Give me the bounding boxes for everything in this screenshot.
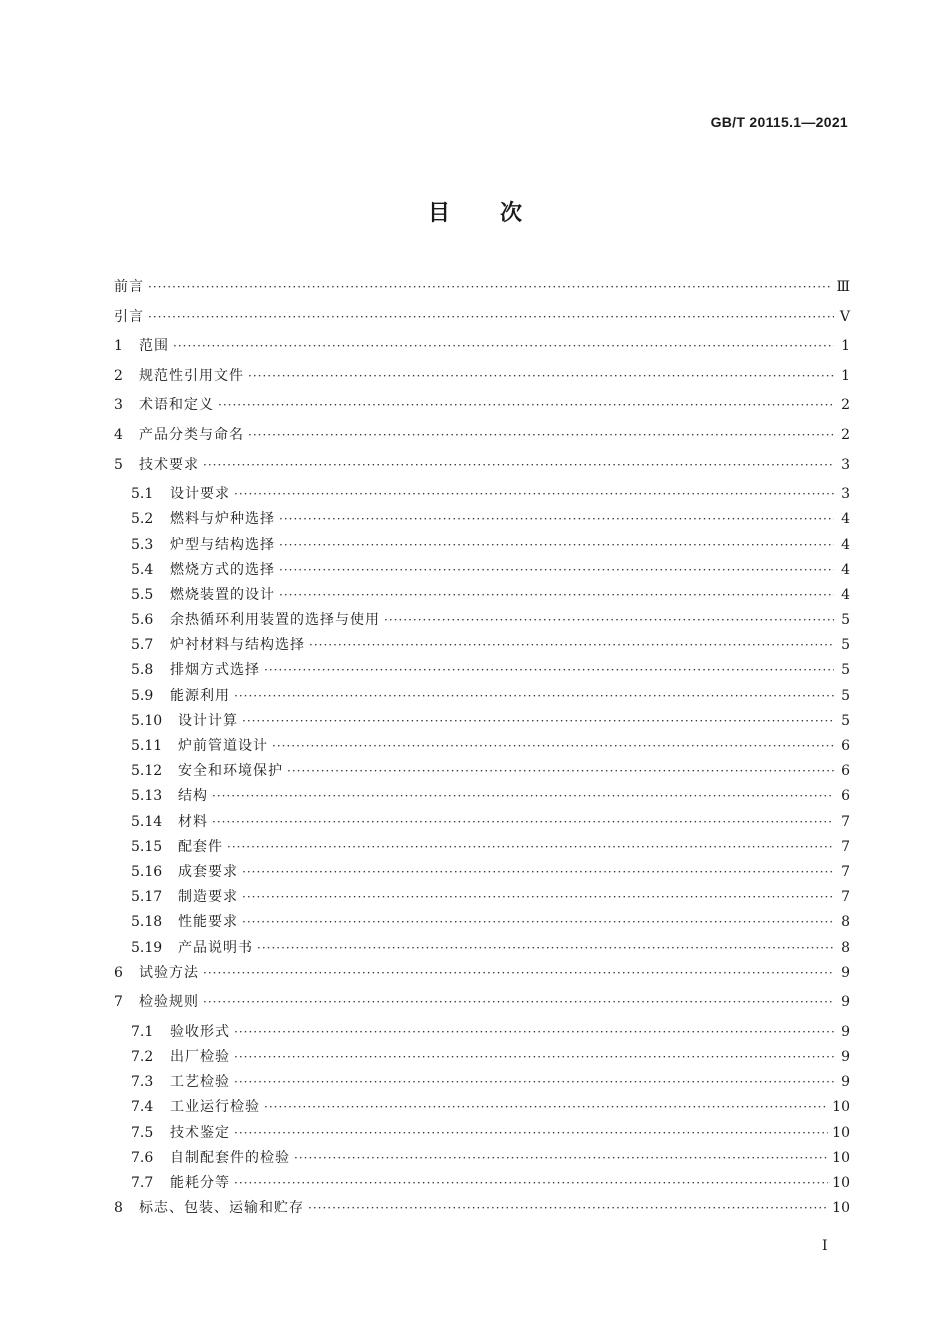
toc-entry-label: 燃烧方式的选择 bbox=[170, 561, 275, 578]
toc-entry-number: 7.1 bbox=[131, 1023, 154, 1040]
toc-entry-page: 3 bbox=[841, 456, 850, 473]
toc-entry-number: 6 bbox=[114, 964, 123, 981]
toc-dot-leader bbox=[173, 339, 834, 353]
toc-dot-leader bbox=[242, 714, 834, 728]
toc-entry-label: 产品分类与命名 bbox=[139, 426, 244, 443]
toc-entry-label: 标志、包装、运输和贮存 bbox=[139, 1200, 304, 1217]
toc-entry-number: 1 bbox=[114, 338, 123, 355]
toc-entry[interactable] bbox=[114, 534, 850, 559]
toc-entry-label: 验收形式 bbox=[170, 1023, 230, 1040]
toc-entry-label: 工艺检验 bbox=[170, 1074, 230, 1091]
toc-entry[interactable] bbox=[114, 1197, 850, 1227]
page-title-char-1: 目 bbox=[427, 201, 450, 226]
toc-dot-leader bbox=[242, 865, 834, 879]
toc-entry-label: 能耗分等 bbox=[170, 1175, 230, 1192]
toc-entry-label: 炉前管道设计 bbox=[178, 738, 268, 755]
toc-entry-page: 4 bbox=[841, 586, 850, 603]
toc-entry-page: 2 bbox=[841, 426, 850, 443]
toc-entry[interactable] bbox=[114, 836, 850, 861]
toc-entry-label: 余热循环利用装置的选择与使用 bbox=[170, 612, 380, 629]
toc-entry[interactable] bbox=[114, 710, 850, 735]
toc-dot-leader bbox=[384, 613, 834, 627]
toc-entry-label: 设计要求 bbox=[170, 486, 230, 503]
toc-entry-number: 5.19 bbox=[131, 939, 163, 956]
toc-entry-label: 炉衬材料与结构选择 bbox=[170, 637, 305, 654]
toc-dot-leader bbox=[257, 941, 834, 955]
page-title bbox=[0, 196, 950, 227]
toc-entry-page: 7 bbox=[841, 838, 850, 855]
toc-dot-leader bbox=[234, 1050, 834, 1064]
toc-dot-leader bbox=[148, 310, 834, 324]
toc-entry-number: 5.17 bbox=[131, 889, 163, 906]
toc-entry-label: 材料 bbox=[178, 813, 208, 830]
toc-dot-leader bbox=[148, 280, 832, 294]
toc-entry-number: 5.10 bbox=[131, 712, 163, 729]
toc-dot-leader bbox=[272, 739, 834, 753]
toc-entry-page: 6 bbox=[841, 738, 850, 755]
toc-entry-number: 5.2 bbox=[131, 511, 154, 528]
toc-entry-label: 出厂检验 bbox=[170, 1049, 230, 1066]
toc-dot-leader bbox=[242, 890, 834, 904]
toc-entry[interactable] bbox=[114, 483, 850, 508]
toc-entry-label: 引言 bbox=[114, 308, 144, 325]
toc-dot-leader bbox=[218, 398, 834, 412]
toc-entry-label: 设计计算 bbox=[178, 712, 238, 729]
toc-entry-number: 5.13 bbox=[131, 788, 163, 805]
toc-entry[interactable] bbox=[114, 811, 850, 836]
toc-entry[interactable] bbox=[114, 911, 850, 936]
toc-entry[interactable] bbox=[114, 1071, 850, 1096]
toc-entry-page: 2 bbox=[841, 397, 850, 414]
toc-entry[interactable] bbox=[114, 559, 850, 584]
toc-entry-page: 10 bbox=[832, 1175, 850, 1192]
toc-entry-page: 5 bbox=[841, 637, 850, 654]
toc-entry[interactable] bbox=[114, 609, 850, 634]
toc-entry-number: 5.5 bbox=[131, 586, 154, 603]
toc-entry-number: 3 bbox=[114, 397, 123, 414]
toc-entry[interactable] bbox=[114, 394, 850, 424]
toc-dot-leader bbox=[212, 789, 834, 803]
toc-entry[interactable] bbox=[114, 454, 850, 484]
toc-entry-number: 7.6 bbox=[131, 1149, 154, 1166]
toc-entry-page: Ⅲ bbox=[836, 279, 850, 295]
toc-dot-leader bbox=[279, 512, 834, 526]
toc-entry-label: 配套件 bbox=[178, 838, 223, 855]
toc-entry-label: 技术要求 bbox=[139, 456, 199, 473]
toc-entry[interactable] bbox=[114, 306, 850, 336]
toc-entry-number: 4 bbox=[114, 426, 123, 443]
page-title-char-2: 次 bbox=[500, 201, 523, 226]
toc-entry-number: 5.14 bbox=[131, 813, 163, 830]
toc-entry-label: 制造要求 bbox=[178, 889, 238, 906]
toc-entry-page: 9 bbox=[841, 1074, 850, 1091]
toc-entry-page: 3 bbox=[841, 486, 850, 503]
toc-entry[interactable] bbox=[114, 861, 850, 886]
toc-entry-page: 7 bbox=[841, 813, 850, 830]
toc-entry-number: 7.3 bbox=[131, 1074, 154, 1091]
toc-entry-page: 9 bbox=[841, 1023, 850, 1040]
toc-entry-page: 6 bbox=[841, 788, 850, 805]
toc-dot-leader bbox=[234, 1176, 828, 1190]
toc-entry[interactable] bbox=[114, 1046, 850, 1071]
toc-entry-number: 5.16 bbox=[131, 863, 163, 880]
toc-entry-label: 技术鉴定 bbox=[170, 1124, 230, 1141]
toc-entry-number: 5.9 bbox=[131, 687, 154, 704]
toc-entry[interactable] bbox=[114, 785, 850, 810]
toc-entry-page: 4 bbox=[841, 511, 850, 528]
toc-entry-page: 5 bbox=[841, 612, 850, 629]
toc-entry[interactable] bbox=[114, 991, 850, 1021]
toc-entry[interactable] bbox=[114, 760, 850, 785]
toc-entry-page: 4 bbox=[841, 536, 850, 553]
toc-dot-leader bbox=[234, 1025, 834, 1039]
toc-entry-page: 10 bbox=[832, 1099, 850, 1116]
toc-entry-page: 1 bbox=[841, 367, 850, 384]
toc-dot-leader bbox=[308, 1201, 828, 1215]
toc-entry-page: 7 bbox=[841, 863, 850, 880]
toc-entry-label: 自制配套件的检验 bbox=[170, 1149, 290, 1166]
toc-entry[interactable] bbox=[114, 886, 850, 911]
toc-entry[interactable] bbox=[114, 937, 850, 962]
toc-dot-leader bbox=[234, 1075, 834, 1089]
toc-entry-page: Ⅴ bbox=[839, 308, 850, 325]
toc-entry-page: 9 bbox=[841, 964, 850, 981]
toc-entry-page: 4 bbox=[841, 561, 850, 578]
toc-dot-leader bbox=[203, 995, 834, 1009]
toc-entry-label: 燃烧装置的设计 bbox=[170, 586, 275, 603]
toc-dot-leader bbox=[248, 369, 834, 383]
toc-entry-page: 5 bbox=[841, 712, 850, 729]
toc-entry-page: 10 bbox=[832, 1200, 850, 1217]
toc-entry[interactable] bbox=[114, 335, 850, 365]
toc-dot-leader bbox=[279, 588, 834, 602]
toc-entry-number: 5 bbox=[114, 456, 123, 473]
toc-dot-leader bbox=[212, 815, 834, 829]
toc-dot-leader bbox=[242, 915, 834, 929]
toc-entry-number: 7 bbox=[114, 994, 123, 1011]
toc-entry-number: 5.12 bbox=[131, 763, 163, 780]
toc-entry-number: 7.2 bbox=[131, 1049, 154, 1066]
toc-entry[interactable] bbox=[114, 1147, 850, 1172]
toc-entry-number: 5.7 bbox=[131, 637, 154, 654]
toc-entry-number: 8 bbox=[114, 1200, 123, 1217]
toc-entry[interactable] bbox=[114, 735, 850, 760]
toc-entry-label: 性能要求 bbox=[178, 914, 238, 931]
toc-entry-page: 8 bbox=[841, 939, 850, 956]
toc-dot-leader bbox=[203, 966, 834, 980]
toc-entry-number: 2 bbox=[114, 367, 123, 384]
toc-dot-leader bbox=[309, 638, 834, 652]
toc-entry-label: 试验方法 bbox=[139, 964, 199, 981]
toc-entry-page: 8 bbox=[841, 914, 850, 931]
toc-entry-page: 5 bbox=[841, 662, 850, 679]
toc-entry[interactable] bbox=[114, 365, 850, 395]
toc-entry-number: 5.4 bbox=[131, 561, 154, 578]
toc-entry-page: 9 bbox=[841, 994, 850, 1011]
toc-entry[interactable] bbox=[114, 659, 850, 684]
toc-entry[interactable] bbox=[114, 424, 850, 454]
toc-dot-leader bbox=[234, 1126, 828, 1140]
toc-entry-number: 7.7 bbox=[131, 1175, 154, 1192]
standard-code: GB/T 20115.1—2021 bbox=[710, 114, 848, 130]
toc-entry-number: 7.4 bbox=[131, 1099, 154, 1116]
toc-dot-leader bbox=[279, 563, 834, 577]
toc-entry-label: 安全和环境保护 bbox=[178, 763, 283, 780]
toc-entry-number: 5.11 bbox=[131, 738, 163, 755]
toc-dot-leader bbox=[227, 840, 834, 854]
toc-entry-page: 6 bbox=[841, 763, 850, 780]
toc-entry-label: 检验规则 bbox=[139, 994, 199, 1011]
toc-entry-label: 术语和定义 bbox=[139, 397, 214, 414]
toc-entry[interactable] bbox=[114, 508, 850, 533]
toc-entry-label: 范围 bbox=[139, 338, 169, 355]
toc-entry-page: 10 bbox=[832, 1124, 850, 1141]
toc-dot-leader bbox=[203, 458, 834, 472]
toc-entry[interactable] bbox=[114, 1096, 850, 1121]
toc-entry-page: 5 bbox=[841, 687, 850, 704]
toc-entry-label: 燃料与炉种选择 bbox=[170, 511, 275, 528]
toc-entry[interactable] bbox=[114, 1122, 850, 1147]
toc-entry-page: 7 bbox=[841, 889, 850, 906]
toc-entry-page: 10 bbox=[832, 1149, 850, 1166]
toc-entry[interactable] bbox=[114, 685, 850, 710]
toc-dot-leader bbox=[264, 1100, 828, 1114]
toc-entry-label: 前言 bbox=[114, 279, 144, 295]
toc-entry-number: 5.15 bbox=[131, 838, 163, 855]
toc-entry-label: 排烟方式选择 bbox=[170, 662, 260, 679]
toc-entry[interactable] bbox=[114, 584, 850, 609]
page-number: I bbox=[822, 1238, 828, 1254]
toc-entry-number: 5.3 bbox=[131, 536, 154, 553]
toc-entry-label: 工业运行检验 bbox=[170, 1099, 260, 1116]
toc-dot-leader bbox=[264, 663, 834, 677]
toc-dot-leader bbox=[287, 764, 834, 778]
toc-dot-leader bbox=[279, 538, 834, 552]
toc-entry-number: 5.18 bbox=[131, 914, 163, 931]
toc-entry[interactable] bbox=[114, 1021, 850, 1046]
toc-entry[interactable] bbox=[114, 1172, 850, 1197]
toc-entry-label: 规范性引用文件 bbox=[139, 367, 244, 384]
toc-entry-number: 5.6 bbox=[131, 612, 154, 629]
toc-dot-leader bbox=[234, 487, 834, 501]
toc-dot-leader bbox=[248, 428, 834, 442]
table-of-contents bbox=[114, 276, 850, 1227]
toc-entry[interactable] bbox=[114, 962, 850, 992]
toc-entry-label: 炉型与结构选择 bbox=[170, 536, 275, 553]
toc-entry-page: 1 bbox=[841, 338, 850, 355]
toc-entry[interactable] bbox=[114, 634, 850, 659]
toc-entry-label: 能源利用 bbox=[170, 687, 230, 704]
toc-entry-label: 结构 bbox=[178, 788, 208, 805]
toc-entry-number: 7.5 bbox=[131, 1124, 154, 1141]
toc-entry-label: 成套要求 bbox=[178, 863, 238, 880]
toc-entry-number: 5.8 bbox=[131, 662, 154, 679]
toc-dot-leader bbox=[234, 689, 834, 703]
toc-entry-label: 产品说明书 bbox=[178, 939, 253, 956]
toc-entry-number: 5.1 bbox=[131, 486, 154, 503]
toc-dot-leader bbox=[294, 1151, 828, 1165]
toc-entry-page: 9 bbox=[841, 1049, 850, 1066]
toc-entry[interactable] bbox=[114, 276, 850, 306]
